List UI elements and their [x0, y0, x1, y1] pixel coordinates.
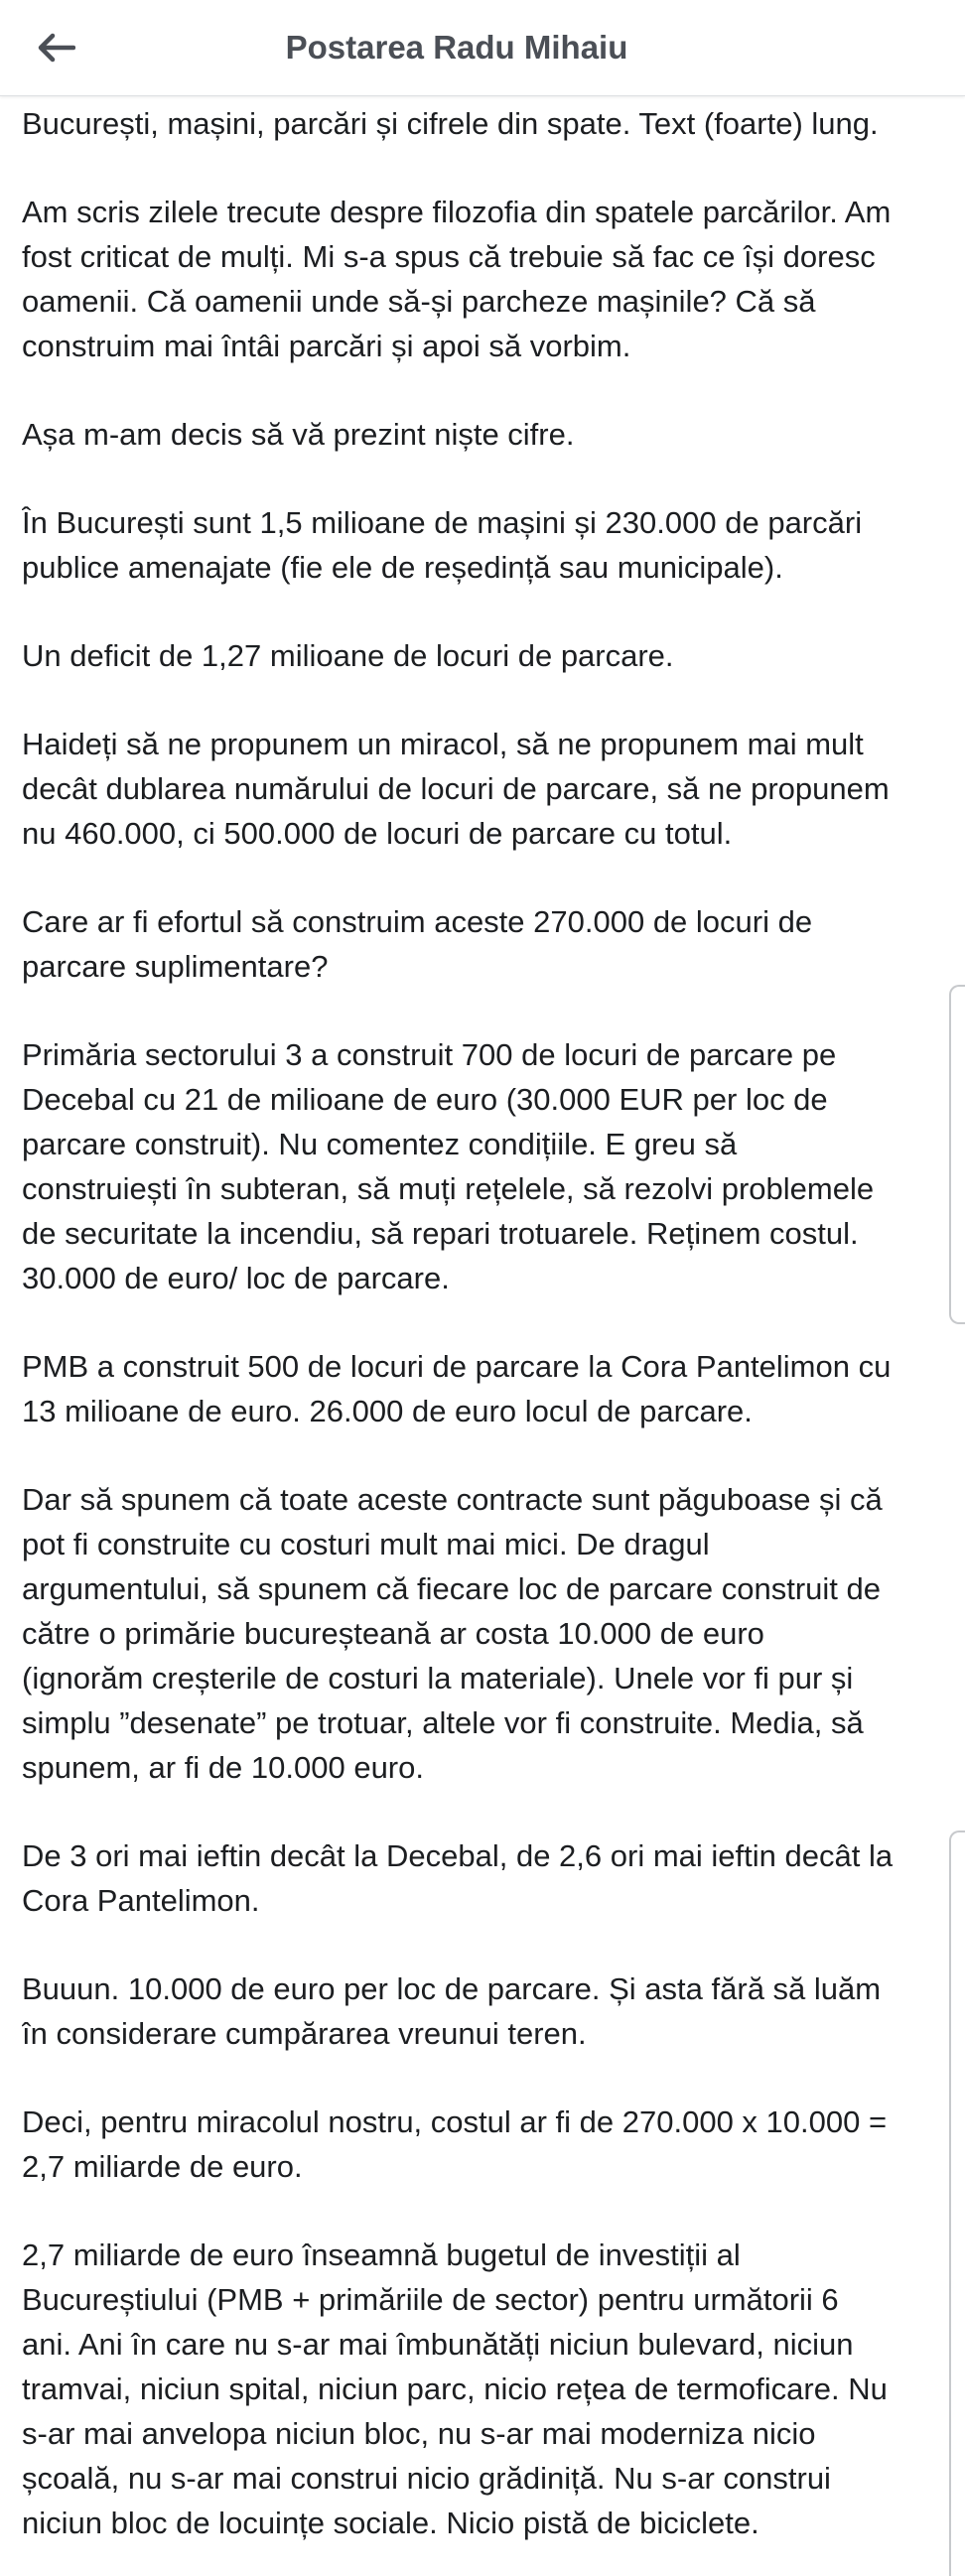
scrollbar-handle-lower[interactable] [949, 1830, 965, 2576]
post-paragraph: Dar să spunem că toate aceste contracte sunt păguboase și că pot fi construite cu costuri mult mai mici. De dragul argumentului, să spunem că fiecare loc de parcare construit de către o primărie bucureșteană ar costa 10.000 de euro (ignorăm creșterile de costuri la materiale). Unele vor fi pur și simplu ”desenate” pe trotuar, altele vor fi construite. Media, să spunem, ar fi de 10.000 euro. [22, 1482, 883, 1785]
post-paragraph: Un deficit de 1,27 milioane de locuri de parcare. [22, 638, 674, 673]
post-paragraph: Care ar fi efortul să construim aceste 270.000 de locuri de parcare suplimentare? [22, 904, 813, 984]
page-title: Postarea Radu Mihaiu [285, 29, 628, 66]
post-paragraph: 2,7 miliarde de euro înseamnă bugetul de investiții al Bucureștiului (PMB + primăriile de sector) pentru următorii 6 ani. Ani în care nu s-ar mai îmbunătăți niciun bulevard, niciun tramvai, niciun spital, niciun parc, nicio rețea de termoficare. Nu s-ar mai anvelopa niciun bloc, nu s-ar mai moderniza nicio școală, nu s-ar mai construi nicio grădiniță. Nu s-ar construi niciun bloc de locuințe sociale. Nicio pistă de biciclete. [22, 2237, 888, 2540]
post-paragraph: Deci, pentru miracolul nostru, costul ar fi de 270.000 x 10.000 = 2,7 miliarde de euro. [22, 2104, 888, 2184]
post-paragraph: În București sunt 1,5 milioane de mașini și 230.000 de parcări publice amenajate (fie ele de reședință sau municipale). [22, 505, 863, 585]
scrollbar-handle[interactable] [949, 985, 965, 1324]
post-paragraph: PMB a construit 500 de locuri de parcare la Cora Pantelimon cu 13 milioane de euro. 26.000 de euro locul de parcare. [22, 1349, 892, 1428]
post-paragraph: De 3 ori mai ieftin decât la Decebal, de 2,6 ori mai ieftin decât la Cora Pantelimon. [22, 1838, 894, 1918]
post-paragraph: Așa m-am decis să vă prezint niște cifre. [22, 417, 575, 452]
post-paragraph: Primăria sectorului 3 a construit 700 de locuri de parcare pe Decebal cu 21 de milioane de euro (30.000 EUR per loc de parcare construit). Nu comentez condițiile. E greu să construiești în subteran, să muți rețelele, să rezolvi problemele de securitate la incendiu, să repari trotuarele. Reținem costul. 30.000 de euro/ loc de parcare. [22, 1037, 875, 1295]
app-header [0, 0, 965, 96]
post-paragraph: Buuun. 10.000 de euro per loc de parcare. Și asta fără să luăm în considerare cumpărarea vreunui teren. [22, 1971, 882, 2051]
post-paragraph: Haideți să ne propunem un miracol, să ne propunem mai mult decât dublarea numărului de locuri de parcare, să ne propunem nu 460.000, ci 500.000 de locuri de parcare cu totul. [22, 727, 890, 851]
post-paragraph: Am scris zilele trecute despre filozofia din spatele parcărilor. Am fost criticat de mulți. Mi s-a spus că trebuie să fac ce își doresc oamenii. Că oamenii unde să-și parcheze mașinile? Că să construim mai întâi parcări și apoi să vorbim. [22, 195, 892, 363]
post-body [22, 101, 955, 2574]
post-paragraph: București, mașini, parcări și cifrele din spate. Text (foarte) lung. [22, 106, 879, 141]
